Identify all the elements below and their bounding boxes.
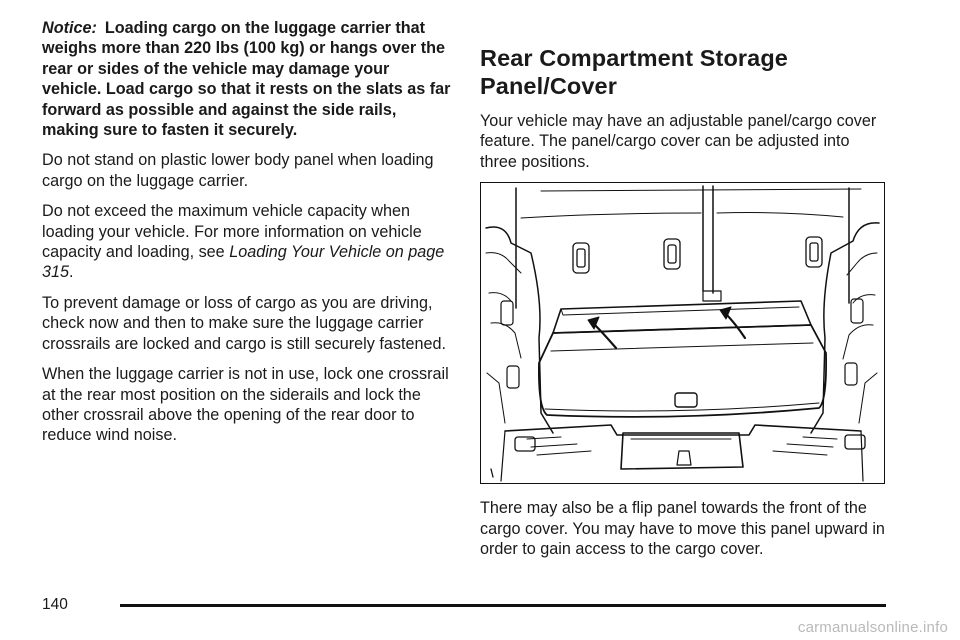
intro-paragraph: Your vehicle may have an adjustable panel/cargo cover feature. The panel/cargo cover can be adjusted into three positions. (480, 112, 877, 171)
page-number: 140 (42, 596, 68, 613)
notice-label: Notice: (42, 19, 97, 37)
lift-arrow-right (725, 313, 745, 338)
left-column (42, 18, 452, 456)
flip-panel-paragraph: There may also be a flip panel towards the front of the cargo cover. You may have to move this panel upward in order to gain access to the cargo cover. (480, 499, 885, 559)
body-paragraph-capacity (42, 201, 452, 283)
cross-reference-link[interactable]: Loading Your Vehicle on page 315 (42, 243, 445, 282)
capacity-text: Do not exceed the maximum vehicle capacity when loading your vehicle. For more information on vehicle capacity and loading, see (42, 202, 422, 262)
notice-paragraph (42, 18, 452, 140)
section-heading: Rear Compartment Storage Panel/Cover (480, 45, 788, 99)
body-paragraph-check: To prevent damage or loss of cargo as you are driving, check now and then to make sure the luggage carrier crossrails are locked and cargo is still securely fastened. (42, 293, 446, 353)
cargo-cover-illustration (480, 182, 885, 484)
footer-rule (120, 604, 886, 607)
lift-arrow-left (593, 323, 616, 348)
capacity-text-end: . (69, 263, 74, 282)
seat-buckle-right (806, 237, 822, 267)
seat-buckle-center (664, 239, 680, 269)
right-column (480, 44, 890, 569)
body-paragraph-stand: Do not stand on plastic lower body panel when loading cargo on the luggage carrier. (42, 151, 434, 190)
cargo-cover-panel (539, 325, 826, 417)
watermark: carmanualsonline.info (797, 619, 948, 636)
notice-text: Loading cargo on the luggage carrier that weighs more than 220 lbs (100 kg) or hangs over the rear or sides of the vehicle may damage your vehicle. Load cargo so that it rests on the slats as far forward as possible and against the side rails, making sure to fasten it securely. (42, 19, 451, 140)
seat-buckle-left (573, 243, 589, 273)
body-paragraph-crossrail: When the luggage carrier is not in use, lock one crossrail at the rear most position on the siderails and lock the other crossrail above the opening of the rear door to reduce wind noise. (42, 365, 449, 445)
